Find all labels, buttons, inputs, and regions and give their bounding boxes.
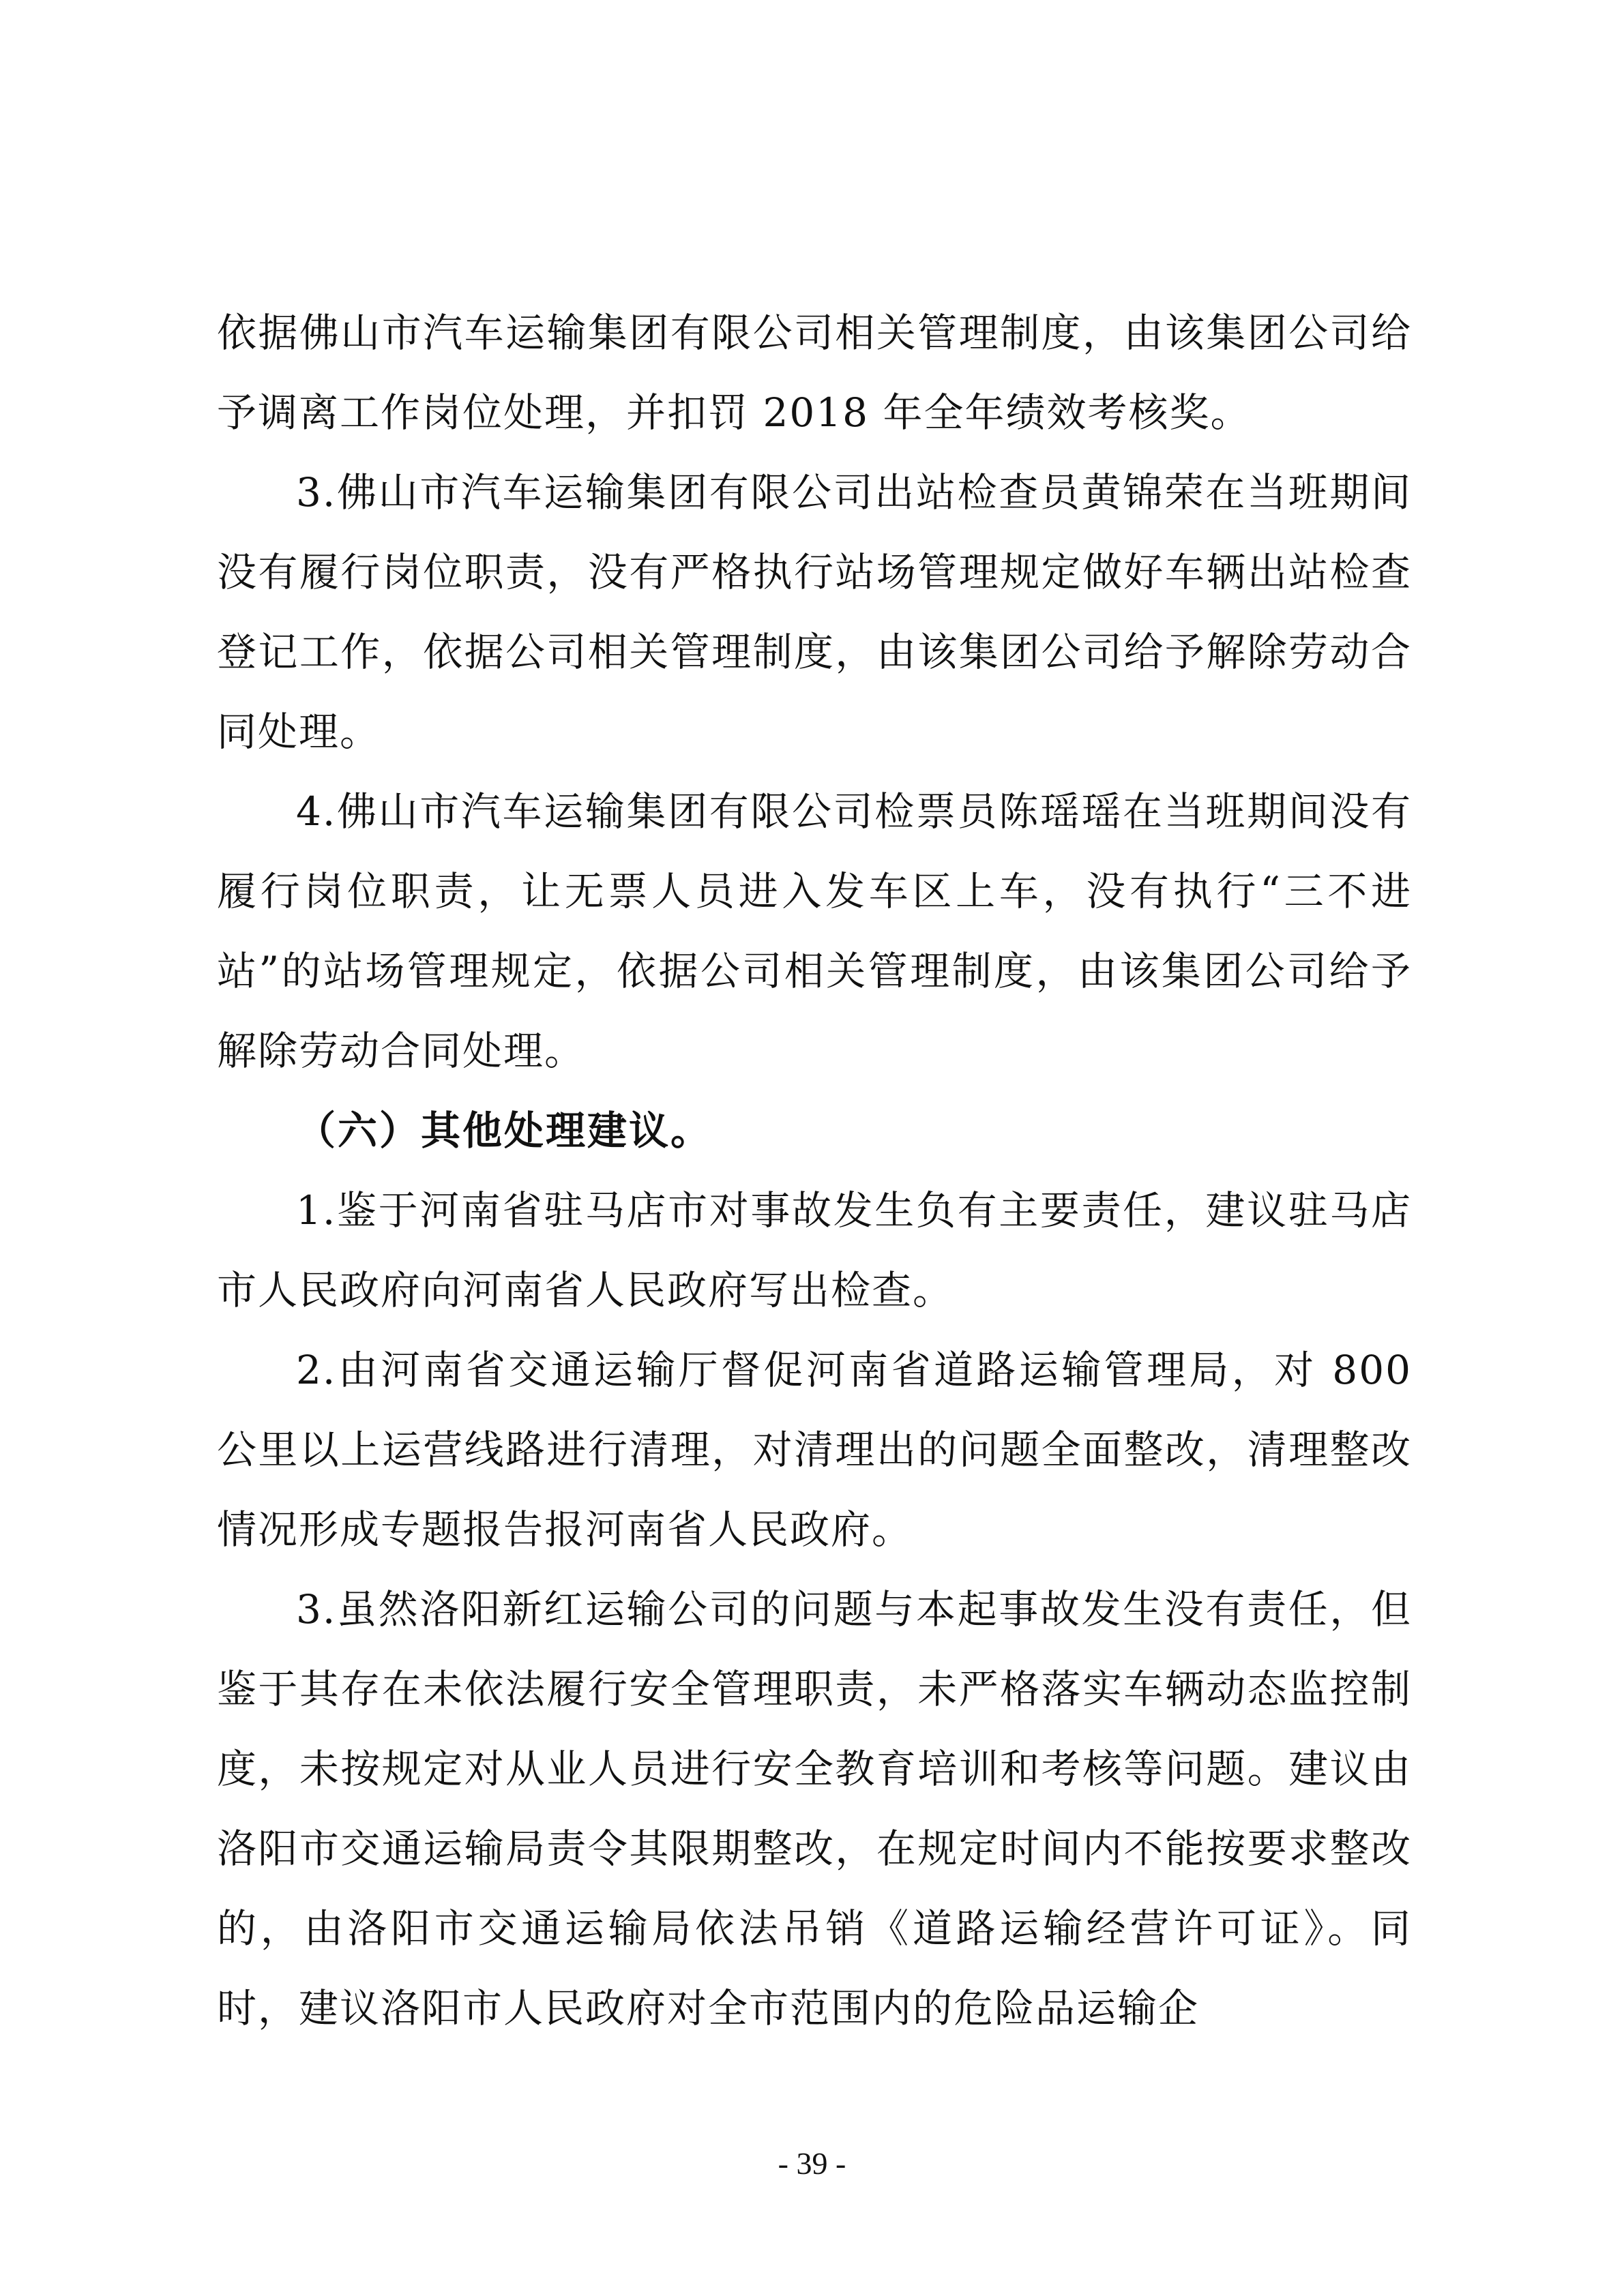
section-heading-other-suggestions: （六）其他处理建议。 — [296, 1107, 713, 1154]
paragraph-suggestion-1: 1.鉴于河南省驻马店市对事故发生负有主要责任，建议驻马店市人民政府向河南省人民政府写出检查。 — [217, 1187, 1412, 1313]
paragraph-suggestion-2: 2.由河南省交通运输厅督促河南省道路运输管理局，对 800 公里以上运营线路进行清理，对清理出的问题全面整改，清理整改情况形成专题报告报河南省人民政府。 — [217, 1347, 1412, 1553]
paragraph-item-3-huang: 3.佛山市汽车运输集团有限公司出站检查员黄锦荣在当班期间没有履行岗位职责，没有严格执行站场管理规定做好车辆出站检查登记工作，依据公司相关管理制度，由该集团公司给予解除劳动合同处理。 — [217, 469, 1412, 755]
paragraph-suggestion-3: 3.虽然洛阳新红运输公司的问题与本起事故发生没有责任，但鉴于其存在未依法履行安全管理职责，未严格落实车辆动态监控制度，未按规定对从业人员进行安全教育培训和考核等问题。建议由洛阳市交通运输局责令其限期整改，在规定时间内不能按要求整改的，由洛阳市交通运输局依法吊销《道路运输经营许可证》。同时，建议洛阳市人民政府对全市范围内的危险品运输企 — [217, 1586, 1412, 2031]
document-body — [217, 293, 1412, 2048]
paragraph-item-4-chen: 4.佛山市汽车运输集团有限公司检票员陈瑶瑶在当班期间没有履行岗位职责，让无票人员进入发车区上车，没有执行“三不进站”的站场管理规定，依据公司相关管理制度，由该集团公司给予解除劳动合同处理。 — [217, 788, 1412, 1074]
page-number: - 39 - — [778, 2146, 846, 2181]
paragraph-continuation: 依据佛山市汽车运输集团有限公司相关管理制度，由该集团公司给予调离工作岗位处理，并扣罚 2018 年全年绩效考核奖。 — [217, 310, 1412, 436]
